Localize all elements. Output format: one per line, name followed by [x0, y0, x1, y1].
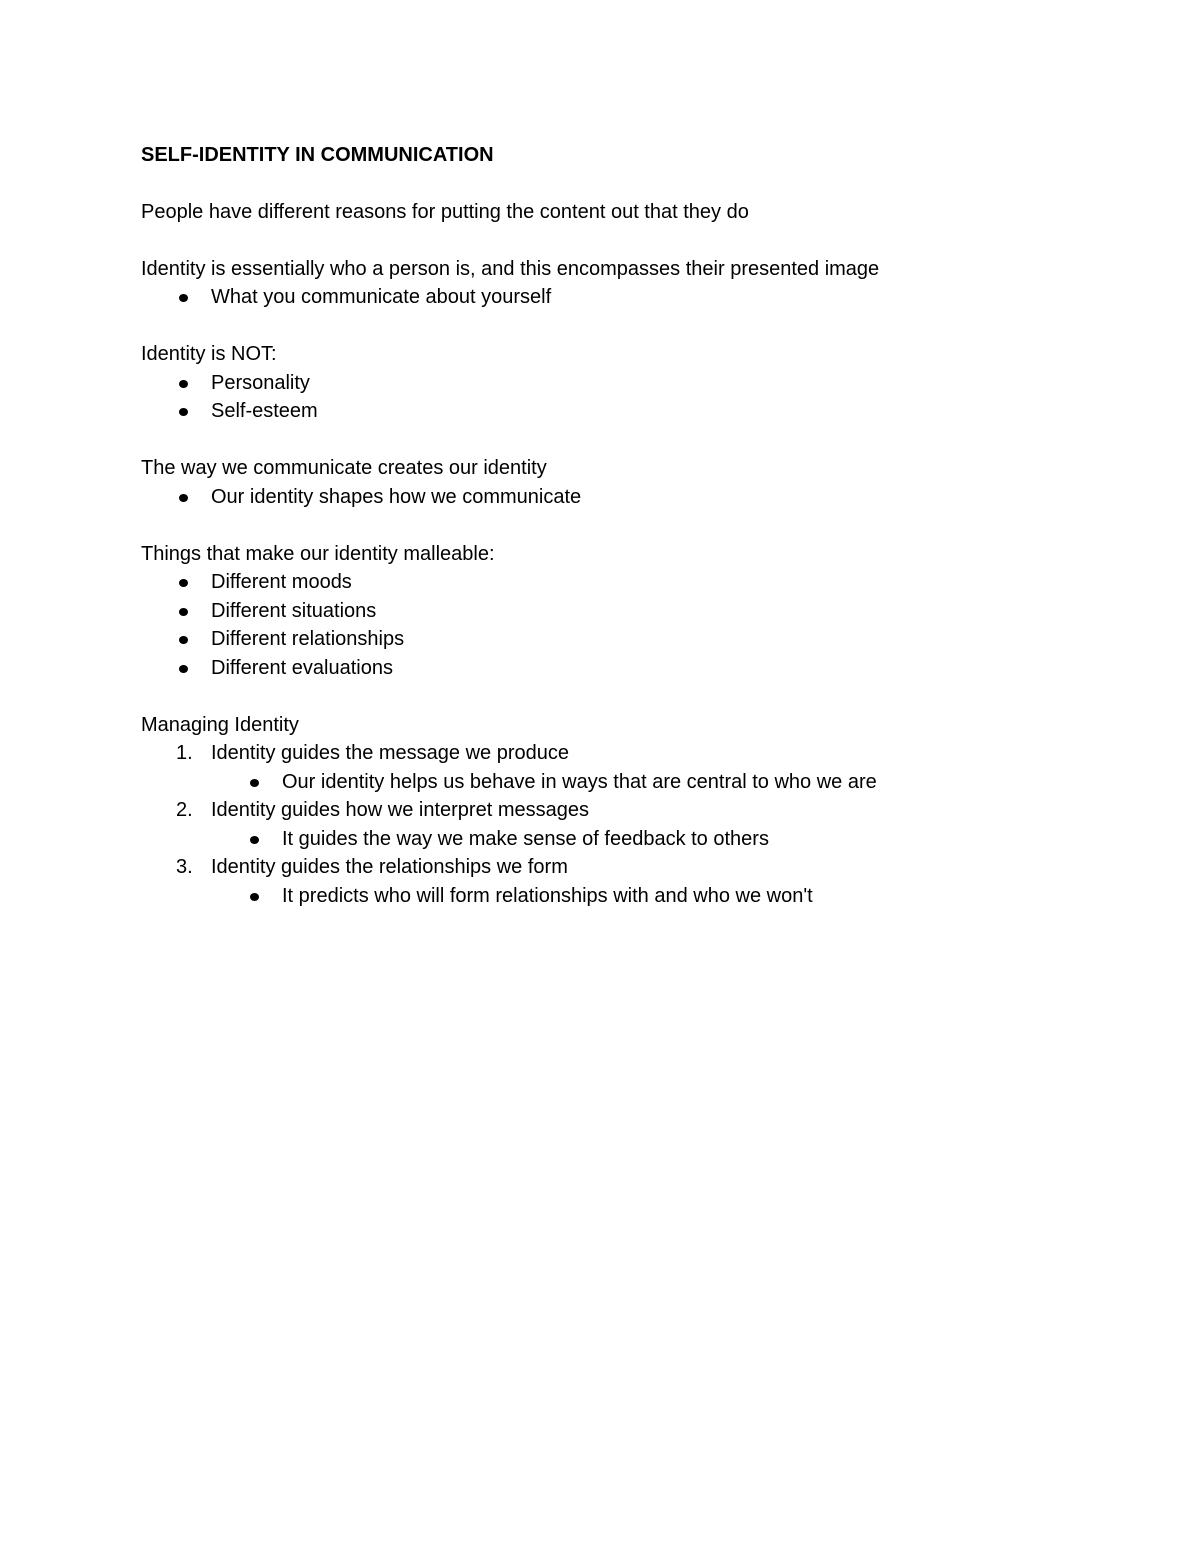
numbered-item: 1. Identity guides the message we produce — [141, 739, 1081, 768]
bullet-icon — [179, 408, 188, 416]
bullet-icon — [179, 665, 188, 673]
list-item: Our identity helps us behave in ways that are central to who we are — [141, 768, 1081, 797]
list-item: Different moods — [141, 568, 1081, 597]
bullet-list-malleable — [141, 568, 1081, 682]
sub-list-wrapper — [141, 768, 1081, 797]
list-item: Different situations — [141, 597, 1081, 626]
list-item: It predicts who will form relationships with and who we won't — [141, 882, 1081, 911]
list-item: Personality — [141, 369, 1081, 398]
paragraph-managing-identity: Managing Identity — [141, 713, 299, 736]
numbered-list-managing-identity — [141, 739, 1081, 910]
bullet-icon — [179, 380, 188, 388]
list-number: 3. — [176, 856, 193, 878]
bullet-icon — [179, 608, 188, 616]
numbered-item: 2. Identity guides how we interpret messages — [141, 796, 1081, 825]
bullet-icon — [179, 294, 188, 302]
bullet-icon — [179, 579, 188, 587]
document-body — [141, 141, 1081, 910]
bullet-list-communication — [141, 483, 1081, 512]
bullet-icon — [179, 636, 188, 644]
bullet-list-identity-definition — [141, 283, 1081, 312]
paragraph-communication-creates-identity: The way we communicate creates our identity — [141, 457, 547, 479]
sub-list-wrapper — [141, 882, 1081, 911]
list-item: Different relationships — [141, 625, 1081, 654]
bullet-icon — [179, 494, 188, 502]
list-item: It guides the way we make sense of feedback to others — [141, 825, 1081, 854]
list-item: Our identity shapes how we communicate — [141, 483, 1081, 512]
sub-bullet-list — [141, 825, 1081, 854]
bullet-list-identity-is-not — [141, 369, 1081, 426]
list-item: What you communicate about yourself — [141, 283, 1081, 312]
paragraph-malleable: Things that make our identity malleable: — [141, 542, 495, 565]
paragraph-identity-is-not: Identity is NOT: — [141, 343, 277, 365]
sub-list-wrapper — [141, 825, 1081, 854]
numbered-item: 3. Identity guides the relationships we form — [141, 853, 1081, 882]
sub-bullet-list — [141, 768, 1081, 797]
document-title: SELF-IDENTITY IN COMMUNICATION — [141, 144, 494, 166]
paragraph-content-reasons: People have different reasons for putting the content out that they do — [141, 200, 749, 223]
list-number: 1. — [176, 742, 193, 764]
paragraph-identity-definition: Identity is essentially who a person is, and this encompasses their presented image — [141, 257, 880, 280]
list-number: 2. — [176, 799, 193, 821]
bullet-icon — [250, 779, 259, 787]
bullet-icon — [250, 836, 259, 844]
list-item: Self-esteem — [141, 397, 1081, 426]
sub-bullet-list — [141, 882, 1081, 911]
list-item: Different evaluations — [141, 654, 1081, 683]
bullet-icon — [250, 893, 259, 901]
